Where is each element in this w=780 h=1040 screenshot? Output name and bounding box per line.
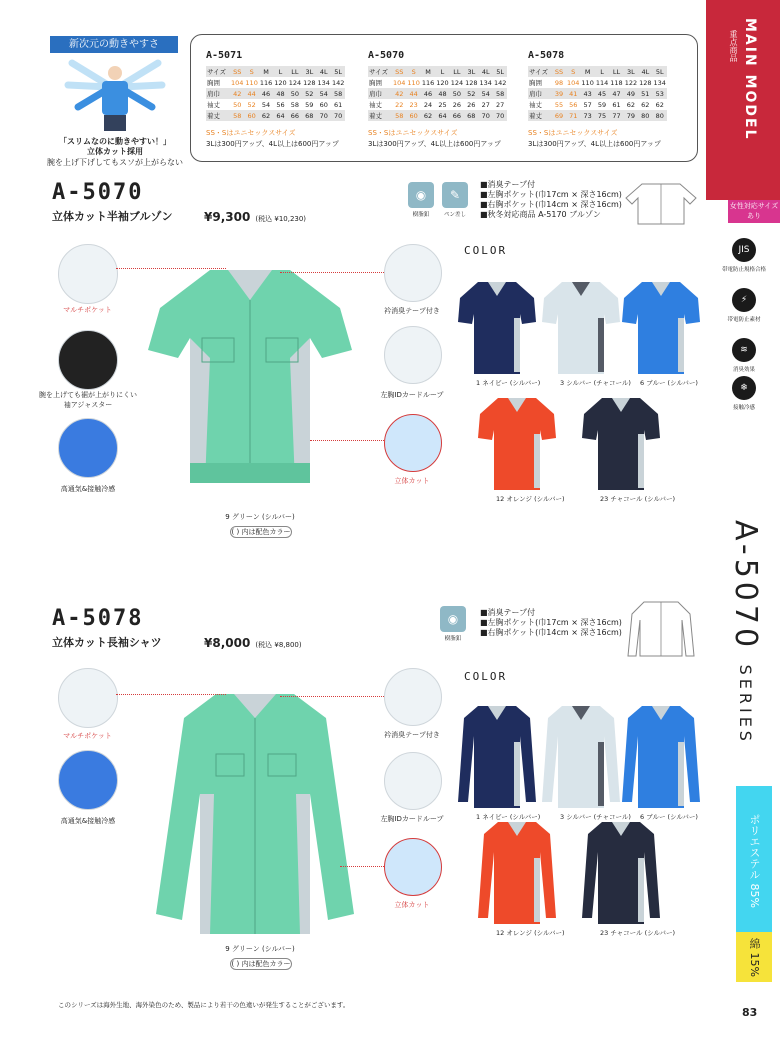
- size-table-row: [528, 110, 667, 121]
- size-note-upcharge: 3Lは300円アップ、4L以上は600円アップ: [206, 140, 339, 148]
- size-table-cell: 49: [624, 88, 638, 99]
- size-note-upcharge: 3Lは300円アップ、4L以上は600円アップ: [528, 140, 661, 148]
- p2-callout-id: 左胸IDカードループ: [380, 815, 444, 823]
- size-table-cell: 134: [479, 78, 492, 87]
- size-table-row: [528, 99, 667, 110]
- p1-callout-cool: 高通気&接触冷感: [60, 485, 116, 493]
- size-table-cell: 3L: [624, 66, 638, 77]
- size-table: [368, 66, 507, 121]
- p2-feature-item: ■消臭テープ付: [480, 608, 536, 617]
- size-table: [206, 66, 345, 121]
- size-table-cell: 134: [317, 78, 330, 87]
- main-model-label: MAIN MODEL: [742, 18, 758, 141]
- size-table: [528, 66, 667, 121]
- size-table-row: [528, 77, 667, 88]
- size-table-row: [368, 77, 507, 88]
- motion-caption-3: 腕を上げ下げしてもスソが上がらない: [47, 158, 183, 167]
- p1-feature-icon: ◉: [408, 182, 434, 208]
- size-table-cell: 66: [288, 110, 302, 121]
- size-table-cell: 104: [393, 78, 406, 87]
- size-table-cell: 62: [641, 100, 650, 109]
- motion-caption-1: 「スリムなのに動きやすい！」: [59, 137, 171, 146]
- size-table-row: [206, 77, 345, 88]
- size-table-row: [368, 66, 507, 77]
- size-table-row: [528, 66, 667, 77]
- size-note-unisex: SS・Sはユニセックスサイズ: [528, 129, 618, 137]
- size-table-cell: 43: [580, 88, 594, 99]
- size-table-cell: 袖丈: [369, 101, 382, 109]
- p2-color-label: 1 ネイビー (シルバー): [476, 813, 541, 821]
- size-table-cell: 46: [421, 88, 435, 99]
- size-table-cell: 104: [231, 78, 244, 87]
- p2-color-swatch: [540, 702, 622, 810]
- size-table-cell: 73: [580, 110, 594, 121]
- size-table-cell: 59: [597, 100, 607, 109]
- size-table-cell: 120: [436, 78, 449, 87]
- size-table-cell: 23: [409, 100, 418, 109]
- p2-price-row: [204, 632, 302, 651]
- p2-feature-icon-label: 樹脂釦: [444, 636, 462, 642]
- p1-feature-item: ■左胸ポケット(巾17cm × 深さ16cm): [480, 190, 622, 199]
- size-note-unisex: SS・Sはユニセックスサイズ: [206, 129, 296, 137]
- p1-callout-adjuster-image: [58, 330, 118, 390]
- size-table-cell: 58: [493, 88, 507, 99]
- size-table-cell: 128: [639, 78, 652, 87]
- size-table-cell: M: [259, 66, 273, 77]
- size-table-cell: 66: [450, 110, 464, 121]
- size-table-cell: 58: [230, 110, 244, 121]
- p2-color-heading: COLOR: [464, 670, 508, 683]
- p2-name: 立体カット長袖シャツ: [52, 636, 162, 649]
- feature-badge-label: 帯電防止素材: [727, 317, 761, 323]
- size-table-cell: 胸囲: [529, 79, 542, 87]
- size-table-cell: 胸囲: [369, 79, 382, 87]
- size-table-cell: 肩巾: [206, 88, 230, 99]
- p2-callout-cool-image: [58, 750, 118, 810]
- p1-callout-cut: 立体カット: [394, 477, 430, 485]
- p1-color-swatch: [456, 278, 541, 387]
- size-table-cell: 134: [653, 78, 666, 87]
- feature-badge-icon: ≋: [732, 338, 756, 362]
- size-table-row: [368, 110, 507, 121]
- size-table-cell: L: [273, 66, 287, 77]
- p1-leader-line: [116, 268, 226, 269]
- size-table-cell: 着丈: [368, 110, 392, 121]
- feature-badge-icon: JIS: [732, 238, 756, 262]
- size-table-cell: 64: [273, 110, 287, 121]
- p2-leader-line-2: [280, 696, 384, 697]
- series-model: A-5070: [728, 520, 763, 652]
- size-table-cell: 116: [421, 78, 435, 87]
- size-table-cell: 47: [609, 88, 623, 99]
- size-table-cell: 53: [653, 88, 667, 99]
- p2-callout-pocket: マルチポケット: [63, 732, 112, 740]
- series-suffix: SERIES: [736, 664, 755, 745]
- size-table-cell: LL: [450, 66, 464, 77]
- size-table-cell: S: [566, 66, 580, 77]
- size-table-cell: 142: [331, 78, 345, 87]
- size-table-row: [528, 88, 667, 99]
- p1-color-swatch: [476, 394, 558, 502]
- size-table-cell: 104: [567, 78, 580, 87]
- size-table-cell: 124: [288, 78, 302, 87]
- p2-callout-collar-image: [384, 668, 442, 726]
- size-table-cell: 124: [450, 78, 464, 87]
- p1-callout-id-image: [384, 326, 442, 384]
- size-table-cell: 142: [493, 78, 507, 87]
- size-table-cell: 54: [317, 88, 331, 99]
- p2-leader-line: [116, 694, 226, 695]
- p1-line-drawing: [622, 178, 700, 228]
- size-table-cell: 62: [626, 100, 636, 109]
- size-table-cell: 27: [481, 100, 490, 109]
- size-table-cell: 60: [319, 100, 328, 109]
- size-table-cell: 3L: [464, 66, 478, 77]
- p1-color-label: 23 チャコール (シルバー): [600, 495, 676, 503]
- size-table-cell: 98: [554, 78, 564, 87]
- size-table-cell: 肩巾: [528, 88, 552, 99]
- size-table-cell: 110: [407, 78, 420, 87]
- size-table-cell: 着丈: [206, 110, 230, 121]
- size-table-cell: 52: [247, 100, 256, 109]
- feature-badge-icon: ❄: [732, 376, 756, 400]
- size-table-cell: SS: [392, 66, 406, 77]
- p1-feature-icon: ✎: [442, 182, 468, 208]
- size-table-cell: 56: [276, 100, 285, 109]
- p2-price: ¥8,000: [204, 636, 251, 650]
- size-table-cell: 26: [452, 100, 462, 109]
- size-table-row: [368, 88, 507, 99]
- size-table-cell: SS: [230, 66, 244, 77]
- p1-price-row: [204, 206, 306, 225]
- size-table-cell: 61: [334, 100, 343, 109]
- size-table-cell: 54: [479, 88, 493, 99]
- size-table-cell: 41: [566, 88, 580, 99]
- size-table-cell: 60: [244, 110, 258, 121]
- p1-callout-pocket-image: [58, 244, 118, 304]
- p2-feature-item: ■左胸ポケット(巾17cm × 深さ16cm): [480, 618, 622, 627]
- size-table-cell: 39: [552, 88, 566, 99]
- size-table-cell: 袖丈: [207, 101, 220, 109]
- p2-callout-id-image: [384, 752, 442, 810]
- size-table-model: A-5071: [206, 50, 243, 61]
- size-table-cell: 75: [595, 110, 609, 121]
- p1-callout-cool-image: [58, 418, 118, 478]
- p2-main-color: 9 グリーン (シルバー): [225, 945, 295, 953]
- p1-main-color: 9 グリーン (シルバー): [225, 513, 295, 521]
- p1-feature-item: ■秋冬対応商品 A-5170 ブルゾン: [480, 210, 601, 219]
- p2-product-image: [150, 684, 360, 944]
- p1-leader-line-3: [310, 440, 384, 441]
- motion-title: 新次元の動きやすさ: [50, 36, 178, 53]
- size-table-cell: 62: [655, 100, 664, 109]
- feature-badge-label: 帯電防止規格合格: [721, 267, 766, 273]
- cotton-band: 綿 15%: [736, 932, 772, 982]
- p1-callout-collar: 衿消臭テープ付き: [384, 307, 440, 315]
- size-table-cell: 70: [331, 110, 345, 121]
- p2-color-swatch: [580, 818, 662, 926]
- size-table-cell: 袖丈: [529, 101, 542, 109]
- size-table-cell: 57: [583, 100, 592, 109]
- size-table-cell: 50: [233, 100, 242, 109]
- p2-color-label: 3 シルバー (チャコール): [560, 813, 631, 821]
- p1-color-swatch: [620, 278, 702, 386]
- size-table-cell: 77: [609, 110, 623, 121]
- size-table-cell: 4L: [638, 66, 652, 77]
- size-table-cell: サイズ: [528, 66, 552, 77]
- size-table-cell: LL: [609, 66, 623, 77]
- p2-color-label: 6 ブルー (シルバー): [640, 813, 698, 821]
- size-table-cell: 110: [245, 78, 258, 87]
- p1-callout-id: 左胸IDカードループ: [380, 391, 444, 399]
- size-table-cell: 118: [610, 78, 623, 87]
- size-table-cell: 58: [290, 100, 300, 109]
- p2-callout-cool: 高通気&接触冷感: [60, 817, 116, 825]
- size-note-upcharge: 3Lは300円アップ、4L以上は600円アップ: [368, 140, 501, 148]
- size-table-row: [368, 99, 507, 110]
- size-table-cell: 44: [406, 88, 420, 99]
- p1-feature-item: ■右胸ポケット(巾14cm × 深さ16cm): [480, 200, 622, 209]
- p1-leader-line-2: [280, 272, 384, 273]
- ladies-size-badge: 女性対応サイズあり: [728, 200, 780, 223]
- size-table-cell: 128: [303, 78, 316, 87]
- size-table-cell: 64: [435, 110, 449, 121]
- size-table-cell: サイズ: [206, 66, 230, 77]
- size-table-cell: 46: [259, 88, 273, 99]
- size-table-cell: 5L: [653, 66, 667, 77]
- size-table-cell: 54: [261, 100, 271, 109]
- size-table-cell: 5L: [493, 66, 507, 77]
- footer-note: このシリーズは海外生地、海外染色のため、製品により若干の色違いが発生することがございます。: [58, 1001, 350, 1009]
- p2-paren-note: ( ) 内は配色カラー: [231, 960, 291, 968]
- size-table-cell: LL: [288, 66, 302, 77]
- size-table-cell: 3L: [302, 66, 316, 77]
- size-table-cell: SS: [552, 66, 566, 77]
- size-table-cell: 71: [566, 110, 580, 121]
- size-table-cell: S: [244, 66, 258, 77]
- p2-color-label: 23 チャコール (シルバー): [600, 929, 676, 937]
- p2-callout-collar: 衿消臭テープ付き: [384, 731, 440, 739]
- size-table-cell: 58: [331, 88, 345, 99]
- feature-badge-icon: ⚡: [732, 288, 756, 312]
- p1-color-label: 3 シルバー (チャコール): [560, 379, 631, 387]
- p1-color-label: 1 ネイビー (シルバー): [476, 379, 541, 387]
- size-table-cell: 44: [244, 88, 258, 99]
- size-table-cell: 70: [493, 110, 507, 121]
- p2-feature-item: ■右胸ポケット(巾14cm × 深さ16cm): [480, 628, 622, 637]
- p1-price: ¥9,300: [204, 210, 251, 224]
- p1-name: 立体カット半袖ブルゾン: [52, 210, 173, 223]
- size-table-cell: 80: [638, 110, 652, 121]
- size-table-cell: 70: [479, 110, 493, 121]
- p1-model: A-5070: [52, 180, 144, 205]
- size-table-cell: 50: [450, 88, 464, 99]
- page-number: 83: [742, 1006, 758, 1019]
- size-table-row: [206, 88, 345, 99]
- size-table-cell: 61: [612, 100, 621, 109]
- p2-color-swatch: [476, 818, 558, 926]
- size-table-cell: 122: [624, 78, 638, 87]
- p2-callout-pocket-image: [58, 668, 118, 728]
- size-table-cell: 42: [392, 88, 406, 99]
- size-table-cell: 胸囲: [207, 79, 220, 87]
- p1-color-heading: COLOR: [464, 244, 508, 257]
- size-table-cell: L: [435, 66, 449, 77]
- size-table-cell: 50: [288, 88, 302, 99]
- size-table-cell: 22: [395, 100, 404, 109]
- size-table-cell: 48: [435, 88, 449, 99]
- size-table-cell: 80: [653, 110, 667, 121]
- series-title: [728, 520, 763, 745]
- size-table-model: A-5070: [368, 50, 405, 61]
- p2-color-swatch: [620, 702, 702, 810]
- size-table-cell: 45: [595, 88, 609, 99]
- size-table-cell: 120: [274, 78, 287, 87]
- size-table-cell: 79: [624, 110, 638, 121]
- size-table-cell: M: [580, 66, 594, 77]
- p2-color-swatch: [456, 702, 538, 810]
- size-table-cell: S: [406, 66, 420, 77]
- size-table-cell: 58: [392, 110, 406, 121]
- polyester-band: ポリエステル 85%: [736, 786, 772, 936]
- p1-callout-sleeve: 腕を上げても裾が上がりにくい: [39, 391, 137, 399]
- p1-feature-icon-label: 樹脂釦: [412, 212, 430, 218]
- feature-badge-label: 消臭効果: [732, 367, 755, 373]
- size-table-cell: 62: [421, 110, 435, 121]
- p2-callout-cut: 立体カット: [394, 901, 430, 909]
- p1-color-swatch: [540, 278, 622, 386]
- size-table-cell: 60: [406, 110, 420, 121]
- feature-badge-label: 接触冷感: [732, 405, 755, 411]
- size-table-cell: 4L: [317, 66, 331, 77]
- size-table-row: [206, 66, 345, 77]
- p1-product-image: [140, 258, 360, 498]
- size-table-cell: 69: [552, 110, 566, 121]
- size-table-cell: 26: [467, 100, 476, 109]
- size-table-cell: サイズ: [368, 66, 392, 77]
- p1-callout-adjuster: 袖アジャスター: [63, 401, 113, 409]
- size-table-cell: 56: [569, 100, 578, 109]
- size-table-cell: 5L: [331, 66, 345, 77]
- size-table-cell: 着丈: [528, 110, 552, 121]
- p1-callout-cut-image: [384, 414, 442, 472]
- motion-caption-2: 立体カット採用: [87, 147, 143, 156]
- p1-feature-item: ■消臭テープ付: [480, 180, 536, 189]
- size-table-cell: 42: [230, 88, 244, 99]
- size-table-cell: 25: [438, 100, 447, 109]
- size-table-cell: 59: [305, 100, 314, 109]
- size-table-cell: M: [421, 66, 435, 77]
- motion-illustration: [50, 55, 180, 135]
- size-table-cell: L: [595, 66, 609, 77]
- size-table-cell: 62: [259, 110, 273, 121]
- size-table-model: A-5078: [528, 50, 565, 61]
- size-table-row: [206, 99, 345, 110]
- size-table-row: [206, 110, 345, 121]
- size-table-cell: 48: [273, 88, 287, 99]
- p1-callout-collar-image: [384, 244, 442, 302]
- p2-line-drawing: [626, 598, 696, 660]
- p2-feature-icon: ◉: [440, 606, 466, 632]
- p1-color-label: 6 ブルー (シルバー): [640, 379, 698, 387]
- size-table-cell: 27: [496, 100, 505, 109]
- size-table-cell: 110: [581, 78, 594, 87]
- size-table-cell: 55: [554, 100, 564, 109]
- size-table-cell: 52: [464, 88, 478, 99]
- p2-model: A-5078: [52, 606, 144, 631]
- p1-color-swatch: [580, 394, 662, 502]
- size-table-cell: 肩巾: [368, 88, 392, 99]
- size-table-cell: 70: [317, 110, 331, 121]
- p1-callout-pocket: マルチポケット: [63, 306, 112, 314]
- size-note-unisex: SS・Sはユニセックスサイズ: [368, 129, 458, 137]
- size-table-cell: 24: [423, 100, 433, 109]
- p1-feature-icon-label: ペン差し: [443, 212, 466, 218]
- size-table-cell: 51: [638, 88, 652, 99]
- p1-color-label: 12 オレンジ (シルバー): [496, 495, 565, 503]
- size-table-cell: 68: [302, 110, 316, 121]
- p2-tax: (税込 ¥8,800): [255, 641, 302, 649]
- p2-color-label: 12 オレンジ (シルバー): [496, 929, 565, 937]
- p1-paren-note: ( ) 内は配色カラー: [231, 528, 291, 536]
- p2-callout-cut-image: [384, 838, 442, 896]
- p1-tax: (税込 ¥10,230): [255, 215, 307, 223]
- size-table-cell: 114: [595, 78, 609, 87]
- size-table-cell: 128: [465, 78, 478, 87]
- p2-leader-line-3: [340, 866, 384, 867]
- size-table-cell: 4L: [479, 66, 493, 77]
- size-table-cell: 68: [464, 110, 478, 121]
- size-table-cell: 116: [259, 78, 273, 87]
- main-model-sub: 重点商品: [729, 30, 738, 62]
- size-table-cell: 52: [302, 88, 316, 99]
